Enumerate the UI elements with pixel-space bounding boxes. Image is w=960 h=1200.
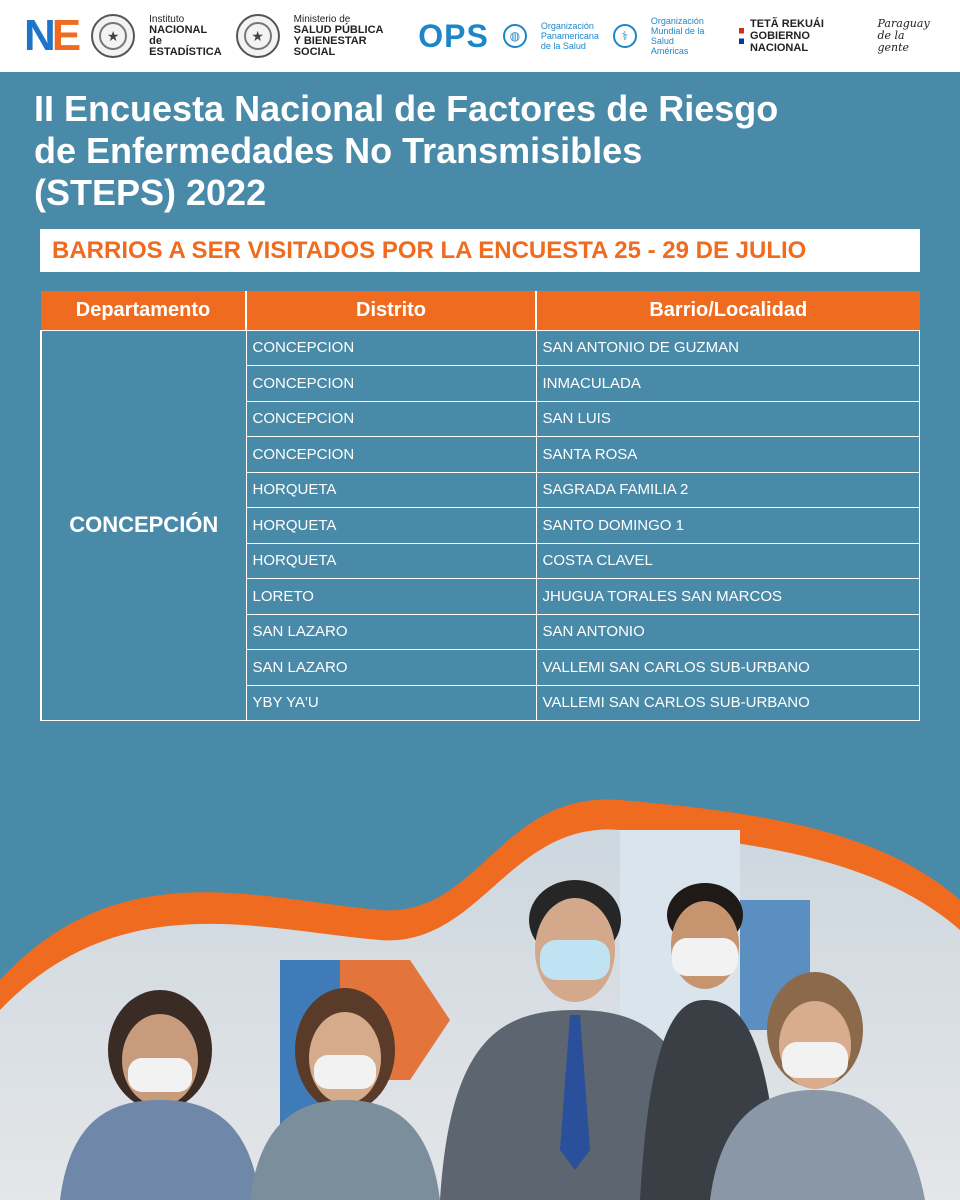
department-cell: CONCEPCIÓN — [41, 330, 246, 721]
slogan-logo: Paraguay de la gente — [877, 17, 930, 54]
subtitle-banner — [40, 229, 920, 272]
table-row — [41, 330, 920, 366]
header-departamento: Departamento — [41, 291, 246, 330]
distrito-cell: CONCEPCION — [246, 437, 536, 473]
neighborhoods-table — [40, 291, 920, 721]
barrio-cell: INMACULADA — [536, 366, 920, 402]
flag-icon — [739, 28, 744, 44]
barrio-cell: SAN ANTONIO — [536, 614, 920, 650]
distrito-cell: HORQUETA — [246, 472, 536, 508]
who-emblem-icon: ⚕ — [613, 24, 637, 48]
gov-logo: TETÃ REKUÁI GOBIERNO NACIONAL — [739, 18, 863, 54]
barrio-cell: VALLEMI SAN CARLOS SUB-URBANO — [536, 685, 920, 721]
barrio-cell: SAN LUIS — [536, 401, 920, 437]
distrito-cell: CONCEPCION — [246, 330, 536, 366]
barrio-cell: COSTA CLAVEL — [536, 543, 920, 579]
distrito-cell: HORQUETA — [246, 508, 536, 544]
barrio-cell: VALLEMI SAN CARLOS SUB-URBANO — [536, 650, 920, 686]
barrio-cell: SANTA ROSA — [536, 437, 920, 473]
ministry-seal-icon: ★ — [236, 14, 280, 58]
barrio-cell: SAN ANTONIO DE GUZMAN — [536, 330, 920, 366]
logo-bar — [0, 0, 960, 72]
barrio-cell: SAGRADA FAMILIA 2 — [536, 472, 920, 508]
org-ministry: Ministerio de SALUD PÚBLICA Y BIENESTAR SOCIAL — [293, 14, 384, 58]
barrio-cell: SANTO DOMINGO 1 — [536, 508, 920, 544]
header-distrito: Distrito — [246, 291, 536, 330]
subtitle-text: BARRIOS A SER VISITADOS POR LA ENCUESTA 25 - 29 DE JULIO — [52, 236, 807, 264]
barrio-cell: JHUGUA TORALES SAN MARCOS — [536, 579, 920, 615]
org-who: Organización Mundial de la Salud Américas — [650, 16, 705, 56]
distrito-cell: LORETO — [246, 579, 536, 615]
ine-logo — [24, 11, 78, 60]
national-seal-icon: ★ — [91, 14, 135, 58]
table-body — [41, 330, 920, 721]
distrito-cell: CONCEPCION — [246, 401, 536, 437]
globe-icon: ◍ — [503, 24, 527, 48]
distrito-cell: SAN LAZARO — [246, 614, 536, 650]
ops-logo: OPS — [418, 17, 489, 54]
distrito-cell: YBY YA'U — [246, 685, 536, 721]
org-ops: Organización Panamericana de la Salud — [540, 21, 599, 51]
org-ine: Instituto NACIONAL de ESTADÍSTICA — [149, 14, 222, 58]
distrito-cell: HORQUETA — [246, 543, 536, 579]
distrito-cell: SAN LAZARO — [246, 650, 536, 686]
page-title: II Encuesta Nacional de Factores de Riesgo de Enfermedades No Transmisibles (STEPS) 2022 — [34, 88, 779, 213]
table-header-row — [41, 291, 920, 330]
ine-logo-letters: NE — [24, 11, 78, 60]
header-barrio: Barrio/Localidad — [536, 291, 920, 330]
distrito-cell: CONCEPCION — [246, 366, 536, 402]
team-photo — [0, 790, 960, 1200]
